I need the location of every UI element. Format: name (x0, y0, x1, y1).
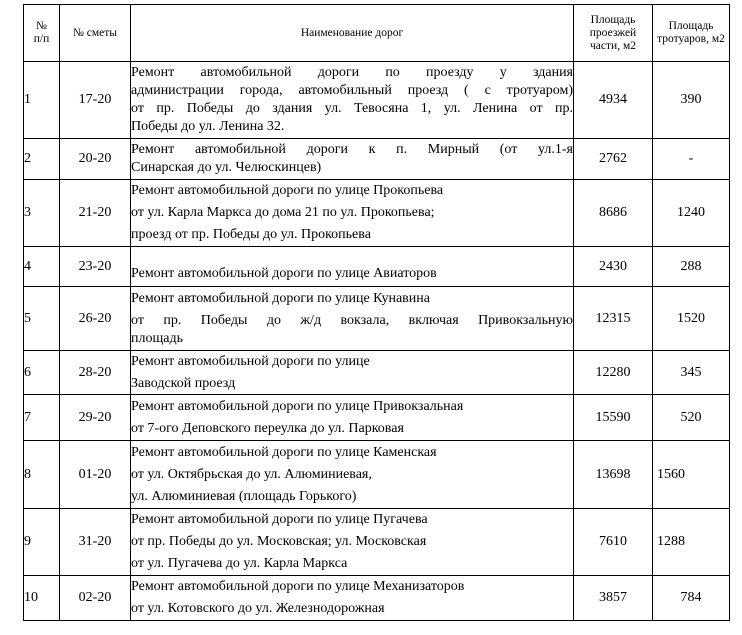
road-name-line: от ул. Карла Маркса до дома 21 по ул. Прокопьева; (131, 205, 435, 220)
row-num: 6 (24, 351, 60, 395)
header-estimate: № сметы (60, 5, 131, 62)
row-roadway-area: 8686 (574, 180, 653, 247)
table-header-row (24, 5, 730, 62)
row-sidewalk-area: 390 (653, 62, 730, 139)
row-road-name (131, 351, 574, 395)
row-road-name (131, 139, 574, 180)
road-name-line: Синарская до ул. Челюскинцев) (131, 160, 322, 175)
row-estimate: 23-20 (60, 247, 131, 287)
road-name-line: Ремонт автомобильной дороги к п. Мирный (от ул.1-я (131, 142, 573, 157)
row-estimate: 31-20 (60, 509, 131, 576)
row-estimate: 29-20 (60, 395, 131, 441)
table-row (24, 509, 730, 576)
road-name-line: от ул. Октябрьская до ул. Алюминиевая, (131, 466, 372, 482)
row-num: 1 (24, 62, 60, 139)
row-roadway-area: 12315 (574, 287, 653, 351)
row-sidewalk-area: 520 (653, 395, 730, 441)
table-row (24, 247, 730, 287)
road-name-line: Ремонт автомобильной дороги по проезду у здания (131, 65, 573, 80)
row-roadway-area: 4934 (574, 62, 653, 139)
road-name-line: Заводской проезд (131, 375, 236, 391)
row-roadway-area: 13698 (574, 441, 653, 509)
road-name-line: Ремонт автомобильной дороги по улице Пугачева (131, 512, 428, 527)
row-sidewalk-area: 784 (653, 576, 730, 621)
row-estimate: 20-20 (60, 139, 131, 180)
row-num: 5 (24, 287, 60, 351)
road-name-line: от пр. Победы до здания ул. Тевосяна 1, ул. Ленина от пр. (131, 101, 573, 116)
road-name-line: Ремонт автомобильной дороги по улице Привокзальная (131, 398, 464, 414)
row-estimate: 21-20 (60, 180, 131, 247)
road-name-line: проезд от пр. Победы до ул. Прокопьева (131, 227, 371, 242)
road-name-line: ул. Алюминиевая (площадь Горького) (131, 488, 357, 504)
road-name-line: Ремонт автомобильной дороги по улице (131, 353, 370, 369)
table-row (24, 351, 730, 395)
road-name-line: от ул. Котовского до ул. Железнодорожная (131, 601, 385, 616)
row-roadway-area: 7610 (574, 509, 653, 576)
road-name-line: Ремонт автомобильной дороги по улице Прокопьева (131, 183, 444, 198)
row-road-name (131, 576, 574, 621)
row-estimate: 01-20 (60, 441, 131, 509)
row-sidewalk-area: 1520 (653, 287, 730, 351)
table-row (24, 395, 730, 441)
row-roadway-area: 2762 (574, 139, 653, 180)
road-name-line: от пр. Победы до ж/д вокзала, включая Привокзальную (131, 312, 573, 328)
row-sidewalk-area: 1240 (653, 180, 730, 247)
row-estimate: 28-20 (60, 351, 131, 395)
road-name-line: Ремонт автомобильной дороги по улице Авиаторов (131, 266, 437, 281)
row-sidewalk-area: - (653, 139, 730, 180)
row-road-name (131, 62, 574, 139)
header-roadway-area: Площадь проезжей части, м2 (574, 5, 653, 62)
row-roadway-area: 3857 (574, 576, 653, 621)
road-name-line: от пр. Победы до ул. Московская; ул. Московская (131, 534, 427, 549)
row-road-name (131, 509, 574, 576)
table-row (24, 62, 730, 139)
row-road-name (131, 287, 574, 351)
row-road-name (131, 395, 574, 441)
row-road-name (131, 247, 574, 287)
table-row (24, 576, 730, 621)
road-name-line: площадь (131, 330, 183, 346)
row-roadway-area: 12280 (574, 351, 653, 395)
row-road-name (131, 180, 574, 247)
header-sidewalk-area: Площадь тротуаров, м2 (653, 5, 730, 62)
row-estimate: 26-20 (60, 287, 131, 351)
header-name: Наименование дорог (131, 5, 574, 62)
row-num: 9 (24, 509, 60, 576)
row-num: 3 (24, 180, 60, 247)
road-name-line: администрации города, автомобильный проезд ( с тротуаром) (131, 83, 573, 98)
row-num: 2 (24, 139, 60, 180)
road-name-line: от 7-ого Деповского переулка до ул. Парковая (131, 420, 404, 436)
table-row (24, 139, 730, 180)
road-name-line: Победы до ул. Ленина 32. (131, 119, 285, 134)
row-sidewalk-area: 345 (653, 351, 730, 395)
table-row (24, 287, 730, 351)
row-roadway-area: 15590 (574, 395, 653, 441)
road-name-line: Ремонт автомобильной дороги по улице Каменская (131, 444, 437, 460)
header-num: № п/п (24, 5, 60, 62)
row-roadway-area: 2430 (574, 247, 653, 287)
row-sidewalk-area: 1560 (653, 441, 730, 509)
row-sidewalk-area: 1288 (653, 509, 730, 576)
table-row (24, 180, 730, 247)
row-num: 8 (24, 441, 60, 509)
row-estimate: 02-20 (60, 576, 131, 621)
row-estimate: 17-20 (60, 62, 131, 139)
row-road-name (131, 441, 574, 509)
roads-table (23, 4, 730, 621)
row-num: 4 (24, 247, 60, 287)
table-row (24, 441, 730, 509)
road-name-line: от ул. Пугачева до ул. Карла Маркса (131, 556, 348, 571)
row-num: 7 (24, 395, 60, 441)
row-sidewalk-area: 288 (653, 247, 730, 287)
row-num: 10 (24, 576, 60, 621)
road-name-line: Ремонт автомобильной дороги по улице Механизаторов (131, 579, 465, 594)
road-name-line: Ремонт автомобильной дороги по улице Кунавина (131, 290, 430, 306)
